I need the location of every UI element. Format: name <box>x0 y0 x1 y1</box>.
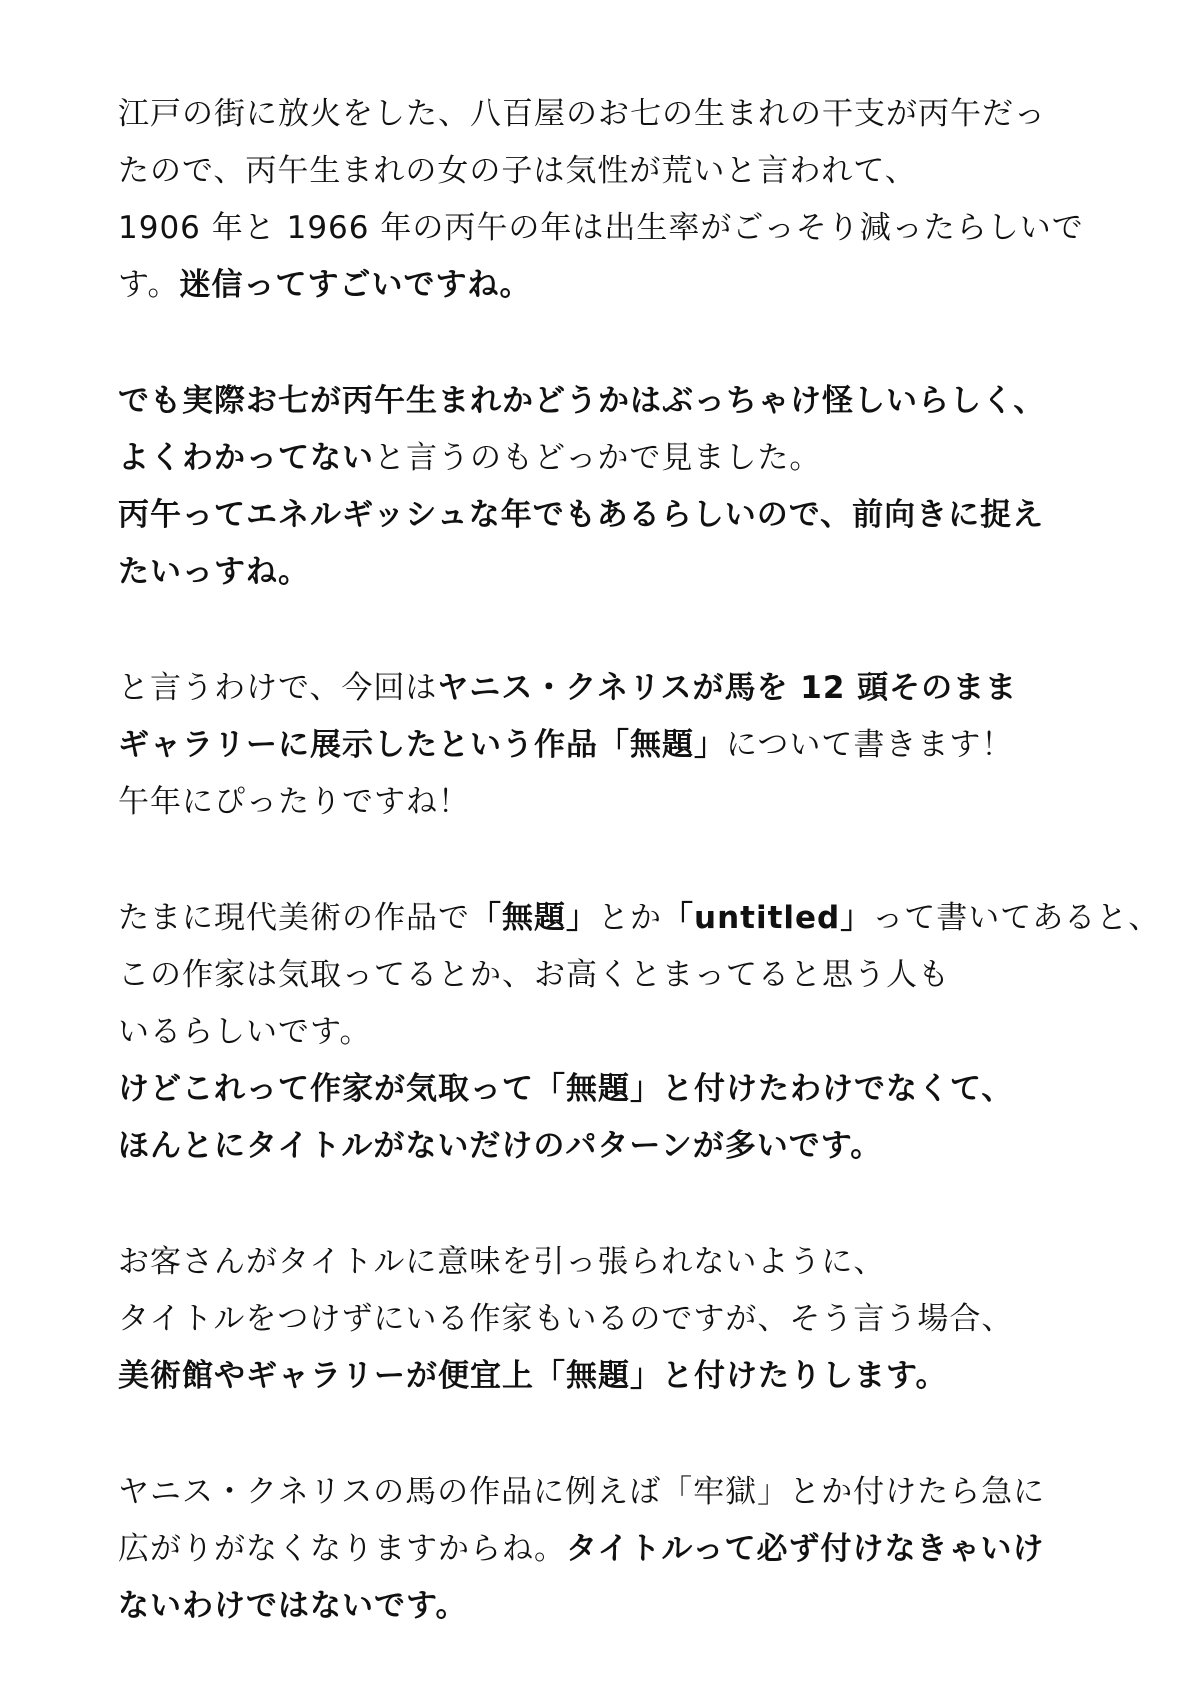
body-text: たので、丙午生まれの女の子は気性が荒いと言われて、 <box>118 153 917 189</box>
paragraph <box>118 1234 1108 1405</box>
text-line <box>118 257 1108 314</box>
bold-text: 丙午ってエネルギッシュな年でもあるらしいので、前向きに捉え <box>118 497 1045 533</box>
body-text: タイトルをつけずにいる作家もいるのですが、そう言う場合、 <box>118 1301 1014 1337</box>
body-text: って書いてあると、 <box>872 900 1161 936</box>
paragraph <box>118 660 1108 831</box>
bold-text: ギャラリーに展示したという作品「無題」 <box>118 727 726 763</box>
body-text: 広がりがなくなりますからね。 <box>118 1531 566 1567</box>
body-text: と言うのもどっかで見ました。 <box>374 440 822 476</box>
text-line <box>118 1061 1108 1118</box>
paragraph <box>118 86 1108 314</box>
bold-text: たいっすね。 <box>118 554 310 590</box>
text-line <box>118 1521 1108 1578</box>
body-text: す。 <box>118 267 180 303</box>
body-text: ヤニス・クネリスの馬の作品に例えば「牢獄」とか付けたら急に <box>118 1474 1046 1510</box>
text-line <box>118 373 1108 430</box>
body-text: 午年にぴったりですね！ <box>118 784 470 820</box>
bold-text: ないわけではないです。 <box>118 1588 468 1624</box>
body-text: とか <box>598 900 662 936</box>
body-text: と言うわけで、今回は <box>118 670 438 706</box>
bold-text: 「untitled」 <box>662 900 873 936</box>
text-line <box>118 1578 1108 1635</box>
text-line <box>118 1004 1108 1061</box>
text-line <box>118 430 1108 487</box>
body-text: お客さんがタイトルに意味を引っ張られないように、 <box>118 1244 886 1280</box>
text-line <box>118 143 1108 200</box>
bold-text: ほんとにタイトルがないだけのパターンが多いです。 <box>118 1128 883 1164</box>
bold-text: でも実際お七が丙午生まれかどうかはぶっちゃけ怪しいらしく、 <box>118 383 1046 419</box>
text-line <box>118 774 1108 831</box>
paragraph <box>118 373 1108 601</box>
paragraph <box>118 1464 1108 1635</box>
text-line <box>118 200 1108 257</box>
text-line <box>118 890 1161 947</box>
text-line <box>118 86 1108 143</box>
body-text: について書きます！ <box>726 727 1014 763</box>
body-text: 1906 年と 1966 年の丙午の年は出生率がごっそり減ったらしいで <box>118 210 1084 246</box>
body-text: この作家は気取ってるとか、お高くとまってると思う人も <box>118 957 950 993</box>
bold-text: タイトルって必ず付けなきゃいけ <box>566 1531 1045 1567</box>
text-line <box>118 544 1108 601</box>
document-body <box>118 86 1161 1694</box>
bold-text: よくわかってない <box>118 440 374 476</box>
bold-text: けどこれって作家が気取って「無題」と付けたわけでなくて、 <box>118 1071 1014 1107</box>
bold-text: 「無題」 <box>470 900 598 936</box>
paragraph <box>118 890 1161 1175</box>
bold-text: ヤニス・クネリスが馬を 12 頭そのまま <box>437 670 1018 706</box>
body-text: 江戸の街に放火をした、八百屋のお七の生まれの干支が丙午だっ <box>118 96 1046 132</box>
text-line <box>118 1464 1108 1521</box>
text-line <box>118 1234 1108 1291</box>
bold-text: 美術館やギャラリーが便宜上「無題」と付けたりします。 <box>118 1358 948 1394</box>
text-line <box>118 1291 1108 1348</box>
text-line <box>118 717 1108 774</box>
text-line <box>118 1118 1108 1175</box>
text-line <box>118 947 1108 1004</box>
text-line <box>118 487 1108 544</box>
body-text: いるらしいです。 <box>118 1014 372 1050</box>
body-text: たまに現代美術の作品で <box>118 900 470 936</box>
text-line <box>118 1348 1108 1405</box>
bold-text: 迷信ってすごいですね。 <box>179 267 532 303</box>
text-line <box>118 660 1108 717</box>
